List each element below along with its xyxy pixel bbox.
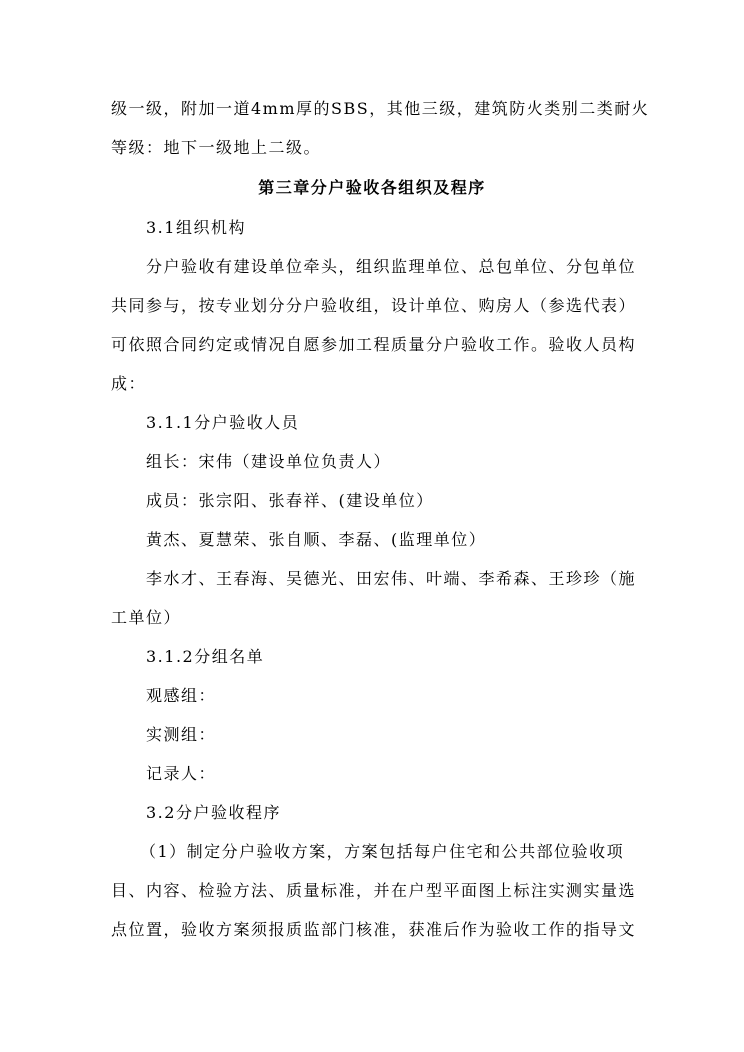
section-heading: 3.1组织机构: [146, 218, 246, 237]
team-members-line: 李水才、王春海、吴德光、田宏伟、叶端、李希森、王珍珍（施: [146, 569, 637, 588]
subsection-heading: 3.1.2分组名单: [146, 647, 265, 666]
team-members-line: 黄杰、夏慧荣、张自顺、李磊、(监理单位）: [146, 530, 487, 549]
paragraph-line: 分户验收有建设单位牵头，组织监理单位、总包单位、分包单位: [146, 257, 637, 276]
team-members-line: 成员：张宗阳、张春祥、(建设单位）: [146, 491, 434, 510]
group-label: 实测组：: [146, 725, 217, 744]
paragraph-line: 点位置，验收方案须报质监部门核准，获准后作为验收工作的指导文: [111, 920, 637, 939]
team-leader-line: 组长：宋伟（建设单位负责人）: [146, 452, 392, 471]
team-members-line: 工单位）: [111, 608, 182, 627]
paragraph-line: 成：: [111, 374, 147, 393]
paragraph-line: 共同参与，按专业划分分户验收组，设计单位、购房人（参选代表）: [111, 296, 637, 315]
paragraph-line: （1）制定分户验收方案，方案包括每户住宅和公共部位验收项: [140, 842, 625, 861]
paragraph-line: 等级：地下一级地上二级。: [111, 138, 322, 157]
paragraph-line: 目、内容、检验方法、质量标准，并在户型平面图上标注实测实量选: [111, 881, 637, 900]
chapter-heading: 第三章分户验收各组织及程序: [258, 178, 486, 197]
group-label: 观感组：: [146, 686, 217, 705]
section-heading: 3.2分户验收程序: [146, 803, 281, 822]
subsection-heading: 3.1.1分户验收人员: [146, 413, 300, 432]
paragraph-line: 可依照合同约定或情况自愿参加工程质量分户验收工作。验收人员构: [111, 335, 637, 354]
group-label: 记录人：: [146, 764, 217, 783]
paragraph-line: 级一级，附加一道4mm厚的SBS，其他三级，建筑防火类别二类耐火: [111, 99, 650, 118]
